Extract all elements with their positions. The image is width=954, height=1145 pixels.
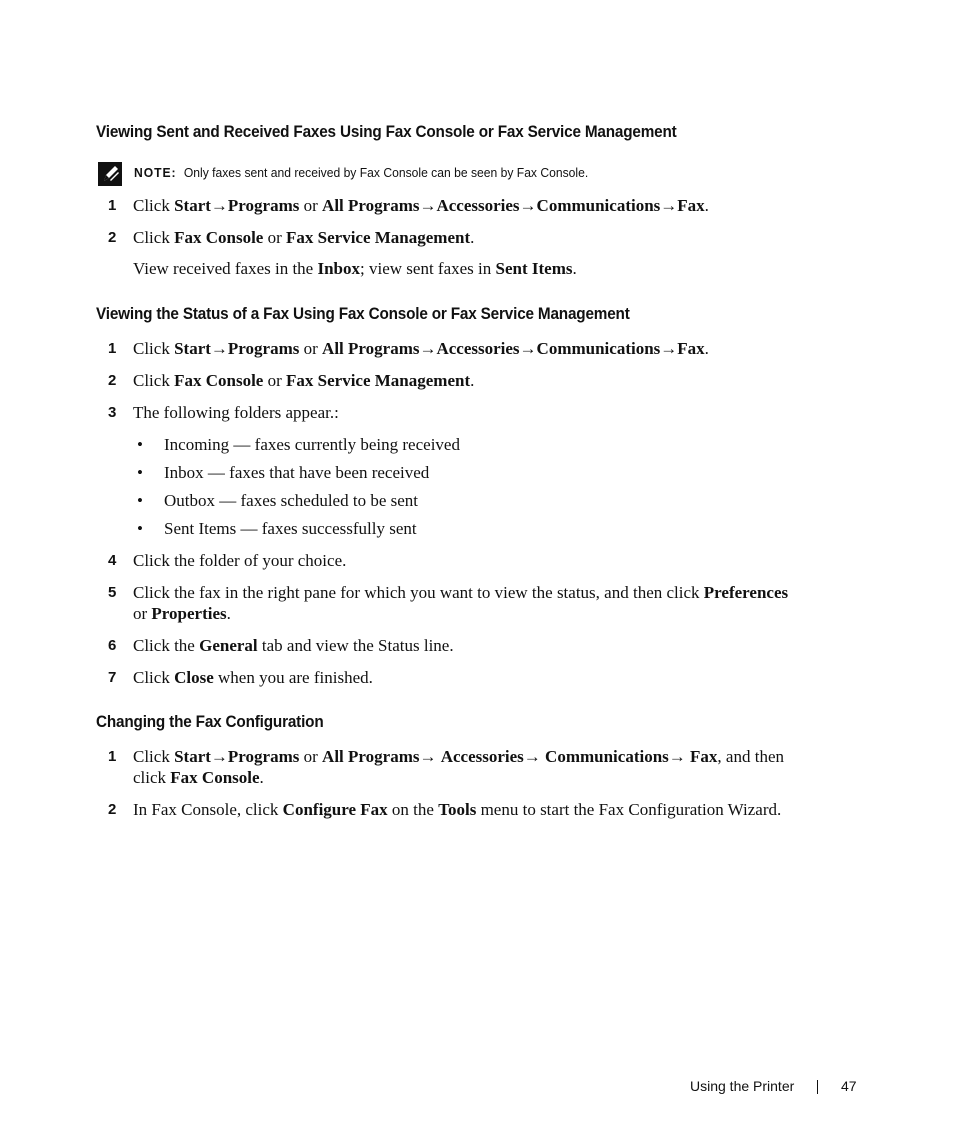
step-text: Click Fax Console or Fax Service Management. xyxy=(133,371,475,390)
menu-communications: Communications xyxy=(545,747,669,766)
step-number: 2 xyxy=(108,801,117,818)
menu-accessories: Accessories xyxy=(436,196,520,215)
bullet-icon: • xyxy=(137,463,143,482)
fax-service-label: Fax Service Management xyxy=(286,228,471,247)
inbox-label: Inbox xyxy=(317,259,361,278)
bullet-icon: • xyxy=(137,491,143,510)
step-number: 1 xyxy=(108,340,117,357)
menu-programs: Programs xyxy=(227,747,300,766)
menu-programs: Programs xyxy=(227,339,300,358)
fax-console-label: Fax Console xyxy=(174,371,264,390)
menu-all-programs: All Programs xyxy=(322,339,420,358)
fax-service-label: Fax Service Management xyxy=(286,371,471,390)
step-number: 1 xyxy=(108,748,117,765)
arrow-icon: → xyxy=(210,747,228,766)
close-label: Close xyxy=(174,668,214,687)
bullet-icon: • xyxy=(137,519,143,538)
tools-menu-label: Tools xyxy=(438,800,477,819)
footer-title: Using the Printer xyxy=(690,1078,795,1094)
menu-programs: Programs xyxy=(227,196,300,215)
step-text: Click Start→Programs or All Programs→Accessories→Communications→Fax. xyxy=(133,339,709,358)
sent-items-label: Sent Items xyxy=(495,259,573,278)
bullet-text: Sent Items — faxes successfully sent xyxy=(164,519,417,538)
step-number: 3 xyxy=(108,404,117,421)
menu-accessories: Accessories xyxy=(440,747,524,766)
general-tab-label: General xyxy=(199,636,258,655)
step-text: Click Start→Programs or All Programs→ Accessories→ Communications→ Fax, and then click Fax Console. xyxy=(133,747,784,787)
arrow-icon: → xyxy=(523,747,541,766)
step-text: Click Fax Console or Fax Service Management. xyxy=(133,228,475,247)
step-number: 1 xyxy=(108,197,117,214)
step-number: 4 xyxy=(108,552,117,569)
configure-fax-label: Configure Fax xyxy=(282,800,388,819)
section-heading-fax-status: Viewing the Status of a Fax Using Fax Console or Fax Service Management xyxy=(96,304,630,323)
step-text: Click the General tab and view the Status line. xyxy=(133,636,454,655)
arrow-icon: → xyxy=(210,196,228,215)
step-text: Click the folder of your choice. xyxy=(133,551,347,570)
fax-console-label: Fax Console xyxy=(170,768,260,787)
menu-fax: Fax xyxy=(690,747,718,766)
menu-all-programs: All Programs xyxy=(322,196,420,215)
step-text: In Fax Console, click Configure Fax on the Tools menu to start the Fax Configuration Wizard. xyxy=(133,800,782,819)
note-body: Only faxes sent and received by Fax Console can be seen by Fax Console. xyxy=(183,166,589,180)
arrow-icon: → xyxy=(419,196,437,215)
bullet-text: Inbox — faxes that have been received xyxy=(164,463,430,482)
properties-label: Properties xyxy=(151,604,227,623)
bullet-text: Incoming — faxes currently being received xyxy=(164,435,460,454)
page-number: 47 xyxy=(841,1078,857,1094)
arrow-icon: → xyxy=(519,339,537,358)
step-number: 2 xyxy=(108,229,117,246)
step-text: Click Close when you are finished. xyxy=(133,668,373,687)
step-number: 7 xyxy=(108,669,117,686)
menu-start: Start xyxy=(174,196,211,215)
arrow-icon: → xyxy=(419,747,437,766)
arrow-icon: → xyxy=(660,196,678,215)
fax-console-label: Fax Console xyxy=(174,228,264,247)
note-label: NOTE: xyxy=(134,166,177,180)
step-number: 6 xyxy=(108,637,117,654)
section-heading-viewing-faxes: Viewing Sent and Received Faxes Using Fax Console or Fax Service Management xyxy=(96,122,677,141)
bullet-text: Outbox — faxes scheduled to be sent xyxy=(164,491,418,510)
step-number: 5 xyxy=(108,584,117,601)
arrow-icon: → xyxy=(668,747,686,766)
footer-divider xyxy=(817,1080,818,1094)
menu-communications: Communications xyxy=(536,339,661,358)
s1-view-paragraph: View received faxes in the Inbox; view sent faxes in Sent Items. xyxy=(133,259,577,278)
arrow-icon: → xyxy=(419,339,437,358)
section-heading-fax-configuration: Changing the Fax Configuration xyxy=(96,712,324,731)
menu-fax: Fax xyxy=(677,196,705,215)
step-text: The following folders appear.: xyxy=(133,403,339,422)
arrow-icon: → xyxy=(210,339,228,358)
arrow-icon: → xyxy=(519,196,537,215)
step-text: Click the fax in the right pane for which you want to view the status, and then click Preferences or Properties. xyxy=(133,583,789,623)
menu-start: Start xyxy=(174,339,211,358)
pencil-note-icon xyxy=(98,162,122,186)
preferences-label: Preferences xyxy=(703,583,789,602)
step-text: Click Start→Programs or All Programs→Accessories→Communications→Fax. xyxy=(133,196,709,215)
menu-start: Start xyxy=(174,747,211,766)
arrow-icon: → xyxy=(660,339,678,358)
menu-accessories: Accessories xyxy=(436,339,520,358)
menu-fax: Fax xyxy=(677,339,705,358)
step-number: 2 xyxy=(108,372,117,389)
bullet-icon: • xyxy=(137,435,143,454)
menu-communications: Communications xyxy=(536,196,661,215)
note-text xyxy=(134,166,588,180)
menu-all-programs: All Programs xyxy=(322,747,420,766)
